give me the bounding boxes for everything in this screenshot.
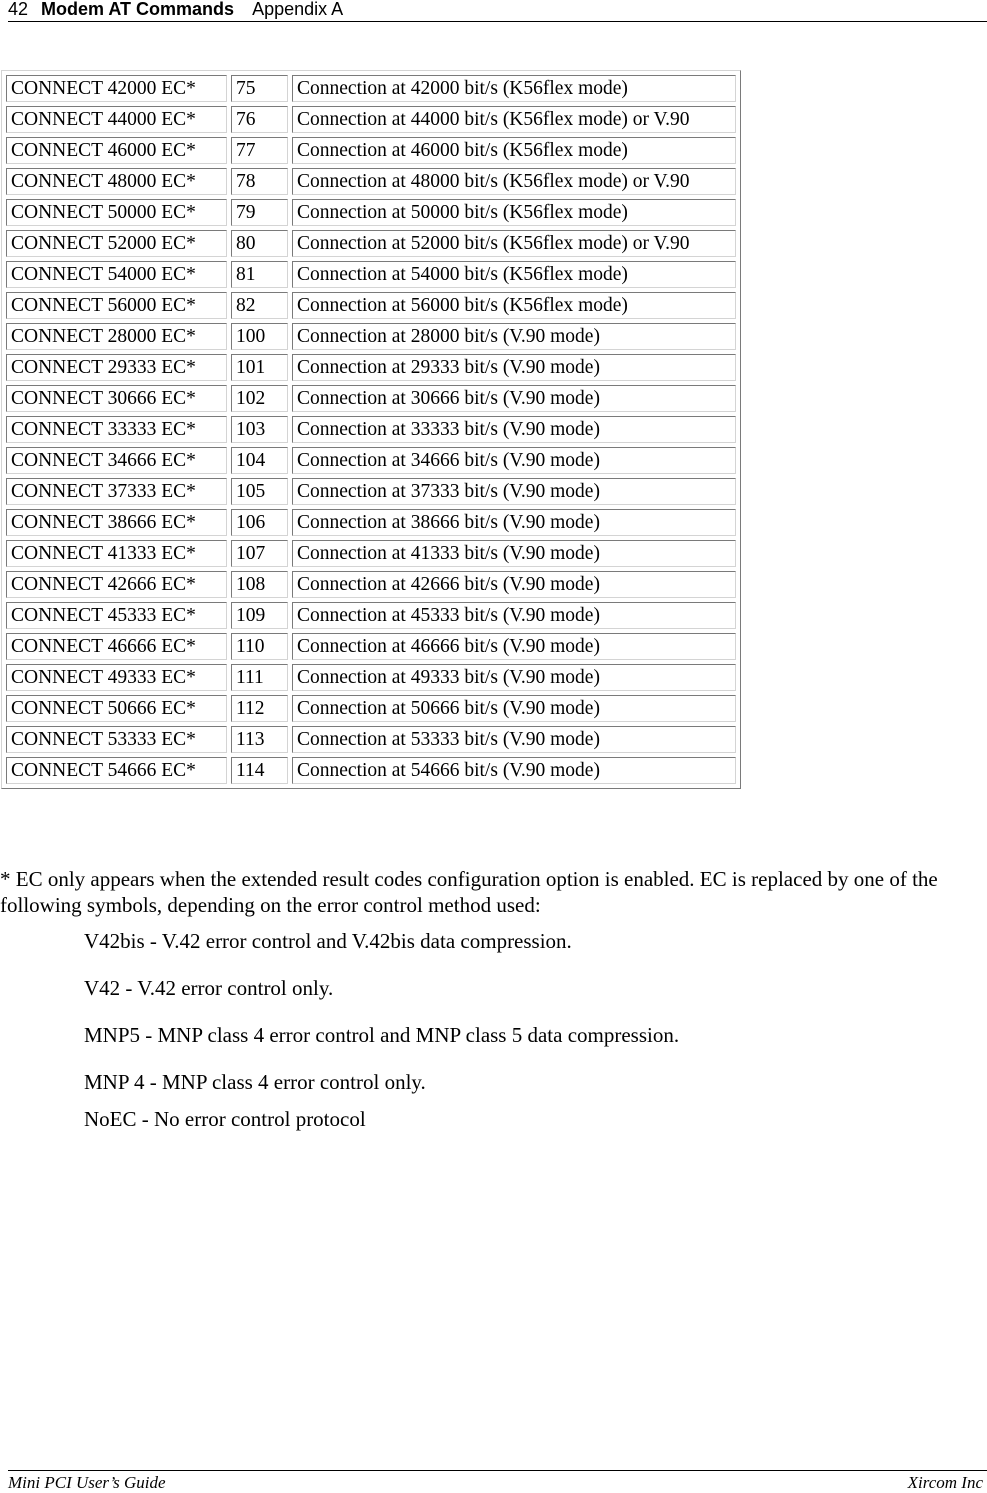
result-description-cell: Connection at 54000 bit/s (K56flex mode)	[292, 261, 736, 288]
table-row	[6, 416, 736, 443]
result-description-cell: Connection at 46666 bit/s (V.90 mode)	[292, 633, 736, 660]
result-code-cell: CONNECT 42666 EC*	[6, 571, 227, 598]
table-row	[6, 292, 736, 319]
result-number-cell: 78	[231, 168, 288, 195]
result-code-cell: CONNECT 42000 EC*	[6, 75, 227, 102]
result-number-cell: 81	[231, 261, 288, 288]
result-code-cell: CONNECT 29333 EC*	[6, 354, 227, 381]
table-row	[6, 695, 736, 722]
result-description-cell: Connection at 48000 bit/s (K56flex mode) or V.90	[292, 168, 736, 195]
result-number-cell: 105	[231, 478, 288, 505]
ec-footnote: * EC only appears when the extended result codes configuration option is enabled. EC is replaced by one of the following symbols, depending on the error control method used:	[0, 867, 938, 917]
result-number-cell: 112	[231, 695, 288, 722]
table-row	[6, 323, 736, 350]
result-description-cell: Connection at 41333 bit/s (V.90 mode)	[292, 540, 736, 567]
table-row	[6, 354, 736, 381]
result-codes-table	[1, 70, 741, 789]
result-description-cell: Connection at 29333 bit/s (V.90 mode)	[292, 354, 736, 381]
result-code-cell: CONNECT 54000 EC*	[6, 261, 227, 288]
result-number-cell: 75	[231, 75, 288, 102]
result-number-cell: 108	[231, 571, 288, 598]
table-row	[6, 571, 736, 598]
result-number-cell: 80	[231, 230, 288, 257]
result-description-cell: Connection at 44000 bit/s (K56flex mode) or V.90	[292, 106, 736, 133]
result-code-cell: CONNECT 50000 EC*	[6, 199, 227, 226]
result-code-cell: CONNECT 56000 EC*	[6, 292, 227, 319]
result-number-cell: 106	[231, 509, 288, 536]
result-code-cell: CONNECT 49333 EC*	[6, 664, 227, 691]
result-number-cell: 111	[231, 664, 288, 691]
result-description-cell: Connection at 42000 bit/s (K56flex mode)	[292, 75, 736, 102]
table-row	[6, 509, 736, 536]
table-row	[6, 106, 736, 133]
result-code-cell: CONNECT 41333 EC*	[6, 540, 227, 567]
result-number-cell: 102	[231, 385, 288, 412]
result-description-cell: Connection at 38666 bit/s (V.90 mode)	[292, 509, 736, 536]
result-description-cell: Connection at 46000 bit/s (K56flex mode)	[292, 137, 736, 164]
result-description-cell: Connection at 45333 bit/s (V.90 mode)	[292, 602, 736, 629]
result-number-cell: 101	[231, 354, 288, 381]
table-row	[6, 261, 736, 288]
result-number-cell: 76	[231, 106, 288, 133]
result-code-cell: CONNECT 33333 EC*	[6, 416, 227, 443]
result-description-cell: Connection at 37333 bit/s (V.90 mode)	[292, 478, 736, 505]
result-description-cell: Connection at 28000 bit/s (V.90 mode)	[292, 323, 736, 350]
footer-guide-title: Mini PCI User’s Guide	[8, 1473, 166, 1492]
result-code-cell: CONNECT 54666 EC*	[6, 757, 227, 784]
page-footer	[8, 1470, 987, 1493]
result-description-cell: Connection at 30666 bit/s (V.90 mode)	[292, 385, 736, 412]
table-row	[6, 757, 736, 784]
table-row	[6, 230, 736, 257]
result-description-cell: Connection at 34666 bit/s (V.90 mode)	[292, 447, 736, 474]
result-number-cell: 103	[231, 416, 288, 443]
list-item: NoEC - No error control protocol	[84, 1107, 366, 1131]
result-code-cell: CONNECT 28000 EC*	[6, 323, 227, 350]
result-description-cell: Connection at 49333 bit/s (V.90 mode)	[292, 664, 736, 691]
list-item: V42 - V.42 error control only.	[84, 976, 334, 1000]
result-code-cell: CONNECT 37333 EC*	[6, 478, 227, 505]
result-description-cell: Connection at 33333 bit/s (V.90 mode)	[292, 416, 736, 443]
footer-company: Xircom Inc	[907, 1473, 983, 1492]
result-number-cell: 107	[231, 540, 288, 567]
result-number-cell: 109	[231, 602, 288, 629]
result-codes-table-wrapper	[1, 70, 741, 789]
result-description-cell: Connection at 56000 bit/s (K56flex mode)	[292, 292, 736, 319]
result-code-cell: CONNECT 38666 EC*	[6, 509, 227, 536]
result-code-cell: CONNECT 30666 EC*	[6, 385, 227, 412]
result-codes-table-body	[6, 75, 736, 784]
result-code-cell: CONNECT 50666 EC*	[6, 695, 227, 722]
table-row	[6, 385, 736, 412]
table-row	[6, 478, 736, 505]
result-code-cell: CONNECT 44000 EC*	[6, 106, 227, 133]
result-description-cell: Connection at 50000 bit/s (K56flex mode)	[292, 199, 736, 226]
result-number-cell: 110	[231, 633, 288, 660]
result-number-cell: 82	[231, 292, 288, 319]
page-number: 42	[8, 0, 29, 19]
result-code-cell: CONNECT 46666 EC*	[6, 633, 227, 660]
result-number-cell: 113	[231, 726, 288, 753]
chapter-title: Modem AT Commands	[41, 0, 235, 19]
result-description-cell: Connection at 42666 bit/s (V.90 mode)	[292, 571, 736, 598]
result-number-cell: 77	[231, 137, 288, 164]
table-row	[6, 726, 736, 753]
table-row	[6, 633, 736, 660]
result-description-cell: Connection at 50666 bit/s (V.90 mode)	[292, 695, 736, 722]
table-row	[6, 137, 736, 164]
result-code-cell: CONNECT 53333 EC*	[6, 726, 227, 753]
result-code-cell: CONNECT 46000 EC*	[6, 137, 227, 164]
list-item: MNP 4 - MNP class 4 error control only.	[84, 1070, 426, 1094]
result-description-cell: Connection at 52000 bit/s (K56flex mode) or V.90	[292, 230, 736, 257]
table-row	[6, 75, 736, 102]
result-code-cell: CONNECT 52000 EC*	[6, 230, 227, 257]
result-description-cell: Connection at 53333 bit/s (V.90 mode)	[292, 726, 736, 753]
result-number-cell: 100	[231, 323, 288, 350]
page-header	[8, 0, 987, 22]
result-description-cell: Connection at 54666 bit/s (V.90 mode)	[292, 757, 736, 784]
result-number-cell: 104	[231, 447, 288, 474]
table-row	[6, 664, 736, 691]
list-item: MNP5 - MNP class 4 error control and MNP class 5 data compression.	[84, 1023, 680, 1047]
result-code-cell: CONNECT 48000 EC*	[6, 168, 227, 195]
table-row	[6, 168, 736, 195]
result-number-cell: 114	[231, 757, 288, 784]
result-code-cell: CONNECT 34666 EC*	[6, 447, 227, 474]
table-row	[6, 540, 736, 567]
list-item: V42bis - V.42 error control and V.42bis data compression.	[84, 929, 572, 953]
section-title: Appendix A	[252, 0, 344, 19]
table-row	[6, 447, 736, 474]
result-number-cell: 79	[231, 199, 288, 226]
table-row	[6, 602, 736, 629]
result-code-cell: CONNECT 45333 EC*	[6, 602, 227, 629]
table-row	[6, 199, 736, 226]
